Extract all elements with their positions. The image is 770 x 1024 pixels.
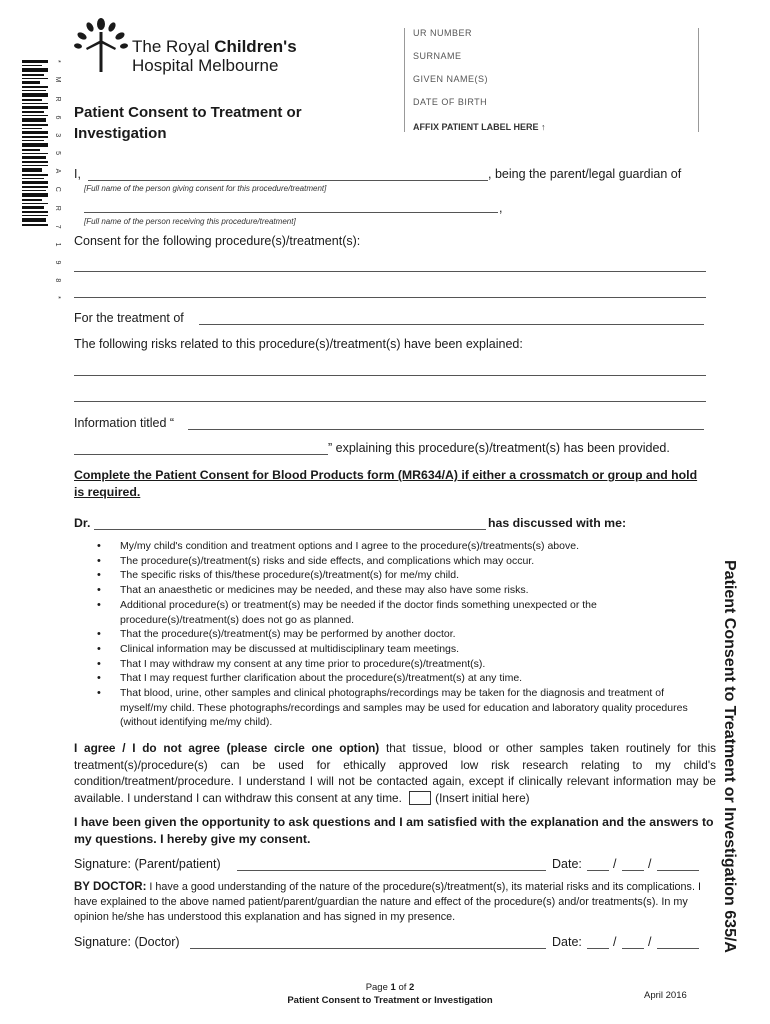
doctor-date-month[interactable]	[622, 948, 644, 949]
consent-receiver-name-field[interactable]	[84, 212, 498, 213]
page-number: Page 1 of 2	[365, 982, 415, 993]
parent-date-month[interactable]	[622, 870, 644, 871]
guardian-suffix: , being the parent/legal guardian of	[488, 167, 682, 181]
consent-giver-name-field[interactable]	[88, 180, 488, 181]
date-sep: /	[648, 857, 652, 871]
parent-date-day[interactable]	[587, 870, 609, 871]
by-doctor-paragraph: BY DOCTOR: I have a good understanding of the nature of the procedure(s)/treatment(s), its material risks and its complications. I have explained to the above named patient/parent/guardian the nature and effect of the procedure(s) and/or treatments(s). In my opinion he/she has understood this explanation and has signed in my presence.	[74, 881, 701, 923]
hint-giver: [Full name of the person giving consent for this procedure/treatment]	[84, 184, 327, 193]
footer-title: Patient Consent to Treatment or Investigation	[287, 995, 493, 1006]
doctor-date-label: Date:	[552, 935, 582, 949]
list-item: • The procedure(s)/treatment(s) risks and side effects, and complications which may occur.	[74, 554, 706, 569]
list-item: • My/my child's condition and treatment options and I agree to the procedure(s)/treatments(s) above.	[74, 539, 706, 554]
information-title-field-2[interactable]	[74, 454, 328, 455]
list-item: • That I may request further clarification about the procedure(s)/treatment(s) at any time.	[74, 671, 706, 686]
doctor-date-year[interactable]	[657, 948, 699, 949]
side-title: Patient Consent to Treatment or Investigation 635/A	[721, 560, 738, 953]
procedures-label: Consent for the following procedure(s)/treatment(s):	[74, 234, 361, 248]
list-item: • That the procedure(s)/treatment(s) may be performed by another doctor.	[74, 627, 706, 642]
list-item: • That blood, urine, other samples and clinical photographs/recordings may be taken for the diagnosis and treatment of myself/my child. These photographs/recordings and samples may be used for education and laboratory quality procedures (without identifying me/my child).	[74, 686, 706, 730]
treatment-of-field[interactable]	[199, 324, 704, 325]
hospital-name: The Royal Children's Hospital Melbourne	[132, 37, 297, 75]
list-item: • The specific risks of this/these procedure(s)/treatment(s) for me/my child.	[74, 568, 706, 583]
doctor-date-day[interactable]	[587, 948, 609, 949]
i-prefix: I,	[74, 167, 81, 181]
risks-label: The following risks related to this procedure(s)/treatment(s) have been explained:	[74, 337, 523, 351]
patient-label-box	[404, 28, 699, 132]
date-sep: /	[613, 857, 617, 871]
barcode-text: * M R 6 3 5 A C R 7 1 9 8 *	[54, 60, 61, 305]
ur-number-label: UR NUMBER	[413, 28, 473, 38]
list-item: • That an anaesthetic or medicines may be needed, and these may also have some risks.	[74, 583, 706, 598]
form-title: Patient Consent to Treatment or Investigation	[74, 104, 302, 142]
procedures-line-1[interactable]	[74, 271, 706, 272]
receiver-comma: ,	[499, 201, 503, 215]
parent-date-label: Date:	[552, 857, 582, 871]
discussed-label: has discussed with me:	[488, 516, 627, 530]
parent-signature-field[interactable]	[237, 870, 546, 871]
hint-receiver: [Full name of the person receiving this procedure/treatment]	[84, 217, 296, 226]
treatment-of-label: For the treatment of	[74, 311, 184, 325]
opportunity-statement: I have been given the opportunity to ask questions and I am satisfied with the explanation and the answers to my questions. I hereby give my consent.	[74, 815, 714, 846]
sig-doctor-label: Signature: (Doctor)	[74, 935, 180, 949]
arrow-up-icon: ↑	[541, 122, 546, 132]
footer-date: April 2016	[644, 990, 687, 1001]
blood-products-notice: Complete the Patient Consent for Blood Products form (MR634/A) if either a crossmatch or group and hold is required.	[74, 468, 698, 499]
procedures-line-2[interactable]	[74, 297, 706, 298]
affix-label: AFFIX PATIENT LABEL HERE	[413, 122, 539, 132]
barcode	[22, 60, 48, 270]
date-sep: /	[648, 935, 652, 949]
tissue-consent-paragraph: I agree / I do not agree (please circle one option) that tissue, blood or other samples taken routinely for this treatment(s)/procedure(s) can be used for ethically approved low risk research relating to my child's condition/treatment/procedure. I understand I will not be contacted again, except if clinically relevant information may be available. I understand I can withdraw this consent at any time. (Insert initial here)	[74, 741, 716, 805]
parent-date-year[interactable]	[657, 870, 699, 871]
explaining-label: ” explaining this procedure(s)/treatment(s) has been provided.	[328, 441, 670, 455]
information-title-field[interactable]	[188, 429, 704, 430]
list-item: • Clinical information may be discussed at multidisciplinary team meetings.	[74, 642, 706, 657]
list-item: • That I may withdraw my consent at any time prior to procedure(s)/treatment(s).	[74, 657, 706, 672]
dr-prefix: Dr.	[74, 516, 91, 530]
date-sep: /	[613, 935, 617, 949]
sig-parent-label: Signature: (Parent/patient)	[74, 857, 221, 871]
discussed-list	[74, 539, 706, 730]
doctor-name-field[interactable]	[94, 529, 486, 530]
risks-line-2[interactable]	[74, 401, 706, 402]
list-item: • Additional procedure(s) or treatment(s) may be needed if the doctor finds something unexpected or the procedure(s)/treatment(s) does not go as planned.	[74, 598, 706, 627]
risks-line-1[interactable]	[74, 375, 706, 376]
surname-label: SURNAME	[413, 51, 462, 61]
agree-option[interactable]: I agree / I do not agree (please circle one option)	[74, 741, 380, 755]
hospital-logo-icon	[72, 18, 130, 74]
doctor-signature-field[interactable]	[190, 948, 546, 949]
initial-box[interactable]	[409, 791, 431, 805]
date-of-birth-label: DATE OF BIRTH	[413, 97, 488, 107]
given-names-label: GIVEN NAME(S)	[413, 74, 489, 84]
information-titled-label: Information titled “	[74, 416, 175, 430]
